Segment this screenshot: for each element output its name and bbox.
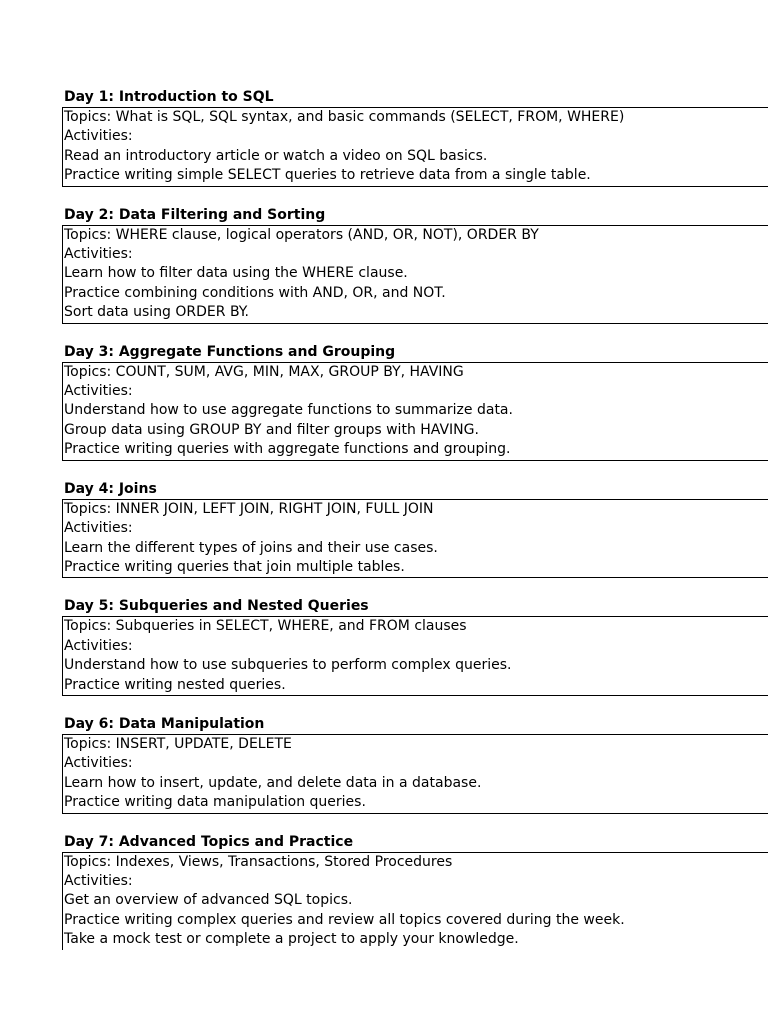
day-1-section: [62, 88, 768, 187]
day-2-activity-3: Sort data using ORDER BY.: [64, 304, 249, 321]
day-2-title: Day 2: Data Filtering and Sorting: [64, 206, 326, 223]
day-3-activity-1: Understand how to use aggregate functions to summarize data.: [64, 402, 513, 419]
day-6-activity-1: Learn how to insert, update, and delete data in a database.: [64, 774, 482, 791]
day-6-activity-2: Practice writing data manipulation queries.: [64, 794, 366, 811]
day-7-activity-2: Practice writing complex queries and review all topics covered during the week.: [64, 911, 625, 928]
day-2-section: [62, 206, 768, 324]
sql-study-plan-document: [62, 88, 768, 969]
day-7-topics: Topics: Indexes, Views, Transactions, Stored Procedures: [64, 853, 453, 870]
day-5-activity-2: Practice writing nested queries.: [64, 676, 286, 693]
day-7-activity-3: Take a mock test or complete a project to apply your knowledge.: [64, 931, 519, 948]
day-3-box: [62, 362, 768, 461]
day-4-activity-2: Practice writing queries that join multiple tables.: [64, 558, 405, 575]
day-2-topics: Topics: WHERE clause, logical operators (AND, OR, NOT), ORDER BY: [64, 226, 539, 243]
day-6-activities-label: Activities:: [64, 755, 133, 772]
day-3-title: Day 3: Aggregate Functions and Grouping: [64, 343, 396, 360]
day-6-topics: Topics: INSERT, UPDATE, DELETE: [64, 735, 292, 752]
day-4-section: [62, 480, 768, 579]
day-6-title: Day 6: Data Manipulation: [64, 715, 265, 732]
day-4-activity-1: Learn the different types of joins and their use cases.: [64, 539, 438, 556]
day-6-box: [62, 734, 768, 814]
day-7-activities-label: Activities:: [64, 872, 133, 889]
day-5-section: [62, 597, 768, 696]
day-1-activities-label: Activities:: [64, 128, 133, 145]
day-5-title: Day 5: Subqueries and Nested Queries: [64, 598, 369, 615]
day-4-activities-label: Activities:: [64, 520, 133, 537]
day-3-activities-label: Activities:: [64, 383, 133, 400]
day-3-activity-2: Group data using GROUP BY and filter groups with HAVING.: [64, 421, 479, 438]
day-4-title: Day 4: Joins: [64, 480, 157, 497]
day-7-box: [62, 852, 768, 950]
day-4-box: [62, 499, 768, 579]
day-1-activity-1: Read an introductory article or watch a video on SQL basics.: [64, 147, 488, 164]
day-4-topics: Topics: INNER JOIN, LEFT JOIN, RIGHT JOIN, FULL JOIN: [64, 500, 434, 517]
day-5-activities-label: Activities:: [64, 637, 133, 654]
day-3-section: [62, 343, 768, 461]
day-5-topics: Topics: Subqueries in SELECT, WHERE, and FROM clauses: [64, 618, 467, 635]
day-2-box: [62, 225, 768, 324]
day-1-topics: Topics: What is SQL, SQL syntax, and basic commands (SELECT, FROM, WHERE): [64, 109, 625, 125]
day-5-activity-1: Understand how to use subqueries to perform complex queries.: [64, 657, 512, 674]
day-5-box: [62, 616, 768, 696]
day-2-activity-2: Practice combining conditions with AND, OR, and NOT.: [64, 284, 446, 301]
day-6-section: [62, 715, 768, 814]
day-7-section: [62, 833, 768, 950]
day-3-topics: Topics: COUNT, SUM, AVG, MIN, MAX, GROUP BY, HAVING: [64, 363, 464, 380]
day-3-activity-3: Practice writing queries with aggregate functions and grouping.: [64, 441, 511, 458]
day-7-activity-1: Get an overview of advanced SQL topics.: [64, 892, 353, 909]
day-2-activity-1: Learn how to filter data using the WHERE clause.: [64, 265, 408, 282]
day-1-box: [62, 107, 768, 187]
day-2-activities-label: Activities:: [64, 246, 133, 263]
day-1-activity-2: Practice writing simple SELECT queries to retrieve data from a single table.: [64, 167, 591, 184]
day-7-title: Day 7: Advanced Topics and Practice: [64, 833, 354, 850]
day-1-title: Day 1: Introduction to SQL: [64, 89, 274, 105]
